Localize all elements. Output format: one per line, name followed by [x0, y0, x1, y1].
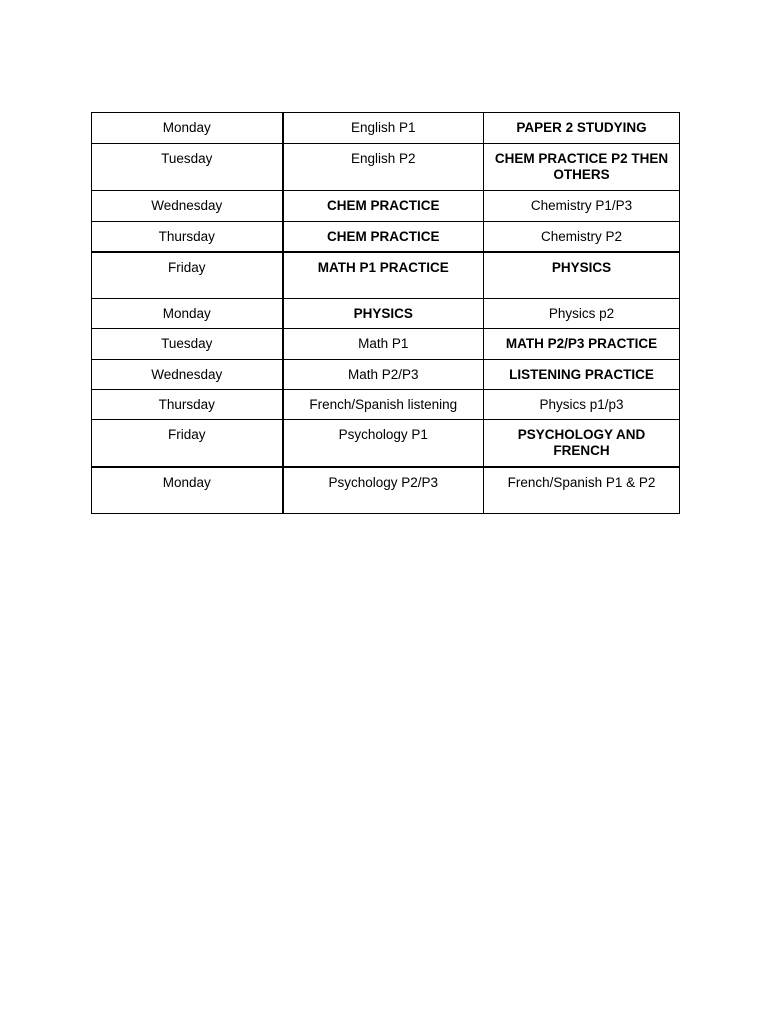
- table-row: [92, 113, 680, 144]
- day-cell: Monday: [92, 299, 283, 329]
- task-cell: Math P1: [283, 329, 484, 360]
- table-row: [92, 360, 680, 390]
- day-cell: Thursday: [92, 390, 283, 420]
- task-cell: MATH P2/P3 PRACTICE: [484, 329, 680, 360]
- task-cell: Physics p2: [484, 299, 680, 329]
- task-cell: PHYSICS: [283, 299, 484, 329]
- table-row: [92, 329, 680, 360]
- task-cell: CHEM PRACTICE P2 THEN OTHERS: [484, 144, 680, 191]
- task-cell: PAPER 2 STUDYING: [484, 113, 680, 144]
- table-row: [92, 390, 680, 420]
- task-cell: English P1: [283, 113, 484, 144]
- task-cell: Psychology P1: [283, 420, 484, 467]
- table-row: [92, 252, 680, 299]
- task-cell: English P2: [283, 144, 484, 191]
- day-cell: Wednesday: [92, 360, 283, 390]
- day-cell: Thursday: [92, 222, 283, 252]
- day-cell: Tuesday: [92, 329, 283, 360]
- task-cell: CHEM PRACTICE: [283, 222, 484, 252]
- study-schedule-table: [91, 112, 680, 514]
- table-row: [92, 144, 680, 191]
- table-row: [92, 420, 680, 467]
- day-cell: Tuesday: [92, 144, 283, 191]
- task-cell: PHYSICS: [484, 252, 680, 299]
- day-cell: Friday: [92, 420, 283, 467]
- task-cell: Psychology P2/P3: [283, 467, 484, 514]
- task-cell: Math P2/P3: [283, 360, 484, 390]
- task-cell: French/Spanish P1 & P2: [484, 467, 680, 514]
- task-cell: MATH P1 PRACTICE: [283, 252, 484, 299]
- task-cell: Chemistry P2: [484, 222, 680, 252]
- day-cell: Wednesday: [92, 191, 283, 222]
- task-cell: Physics p1/p3: [484, 390, 680, 420]
- day-cell: Monday: [92, 113, 283, 144]
- task-cell: French/Spanish listening: [283, 390, 484, 420]
- task-cell: Chemistry P1/P3: [484, 191, 680, 222]
- task-cell: PSYCHOLOGY AND FRENCH: [484, 420, 680, 467]
- task-cell: CHEM PRACTICE: [283, 191, 484, 222]
- table-row: [92, 222, 680, 252]
- day-cell: Monday: [92, 467, 283, 514]
- table-row: [92, 467, 680, 514]
- table-row: [92, 191, 680, 222]
- table-row: [92, 299, 680, 329]
- day-cell: Friday: [92, 252, 283, 299]
- task-cell: LISTENING PRACTICE: [484, 360, 680, 390]
